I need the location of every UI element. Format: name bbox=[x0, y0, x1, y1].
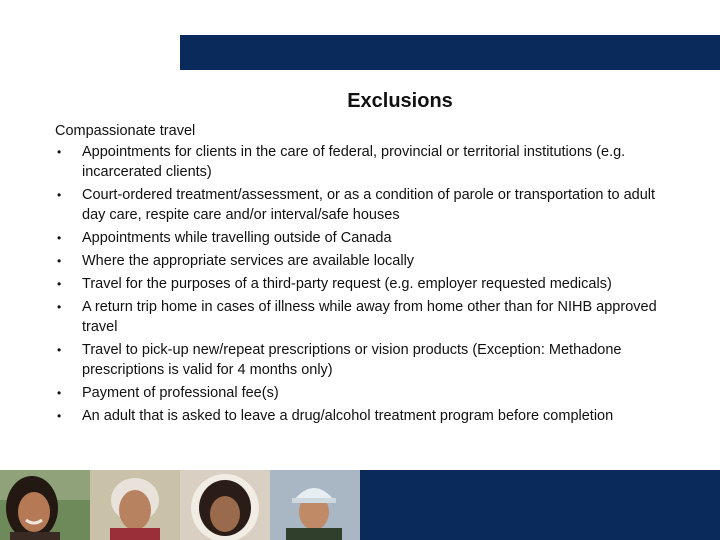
list-item-text: Travel to pick-up new/repeat prescriptions or vision products (Exception: Methadone prescriptions is valid for 4 months only) bbox=[82, 342, 622, 378]
list-item-text: Appointments for clients in the care of federal, provincial or territorial institutions (e.g. incarcerated clients) bbox=[82, 144, 626, 180]
list-item bbox=[55, 251, 665, 271]
slide-title: Exclusions bbox=[347, 90, 453, 112]
bullet-icon: • bbox=[57, 188, 62, 202]
list-item bbox=[55, 297, 665, 337]
list-item bbox=[55, 142, 665, 182]
bullet-icon: • bbox=[57, 409, 62, 423]
bullet-icon: • bbox=[57, 277, 62, 291]
photo-worker-hard-hat bbox=[270, 470, 360, 540]
bullet-icon: • bbox=[57, 300, 62, 314]
list-item bbox=[55, 185, 665, 225]
list-item-text: Where the appropriate services are available locally bbox=[82, 253, 415, 269]
photo-woman-smiling bbox=[0, 470, 90, 540]
section-heading: Compassionate travel bbox=[55, 123, 196, 139]
list-item bbox=[55, 228, 665, 248]
bullet-icon: • bbox=[57, 254, 62, 268]
photo-elderly-woman bbox=[90, 470, 180, 540]
list-item-text: An adult that is asked to leave a drug/alcohol treatment program before completion bbox=[82, 408, 614, 424]
bullet-icon: • bbox=[57, 343, 62, 357]
list-item-text: A return trip home in cases of illness while away from home other than for NIHB approved travel bbox=[82, 299, 657, 335]
slide-content bbox=[55, 121, 665, 429]
exclusions-list bbox=[55, 142, 665, 426]
footer-accent-bar bbox=[360, 470, 720, 540]
bullet-icon: • bbox=[57, 231, 62, 245]
list-item bbox=[55, 406, 665, 426]
bullet-icon: • bbox=[57, 145, 62, 159]
photo-child-fur-hood bbox=[180, 470, 270, 540]
list-item bbox=[55, 340, 665, 380]
list-item bbox=[55, 274, 665, 294]
list-item-text: Travel for the purposes of a third-party request (e.g. employer requested medicals) bbox=[82, 276, 612, 292]
list-item-text: Payment of professional fee(s) bbox=[82, 385, 279, 401]
header-accent-bar bbox=[180, 35, 720, 70]
list-item-text: Appointments while travelling outside of Canada bbox=[82, 230, 392, 246]
bullet-icon: • bbox=[57, 386, 62, 400]
list-item-text: Court-ordered treatment/assessment, or as a condition of parole or transportation to adult day care, respite care and/or interval/safe houses bbox=[82, 187, 656, 223]
list-item bbox=[55, 383, 665, 403]
